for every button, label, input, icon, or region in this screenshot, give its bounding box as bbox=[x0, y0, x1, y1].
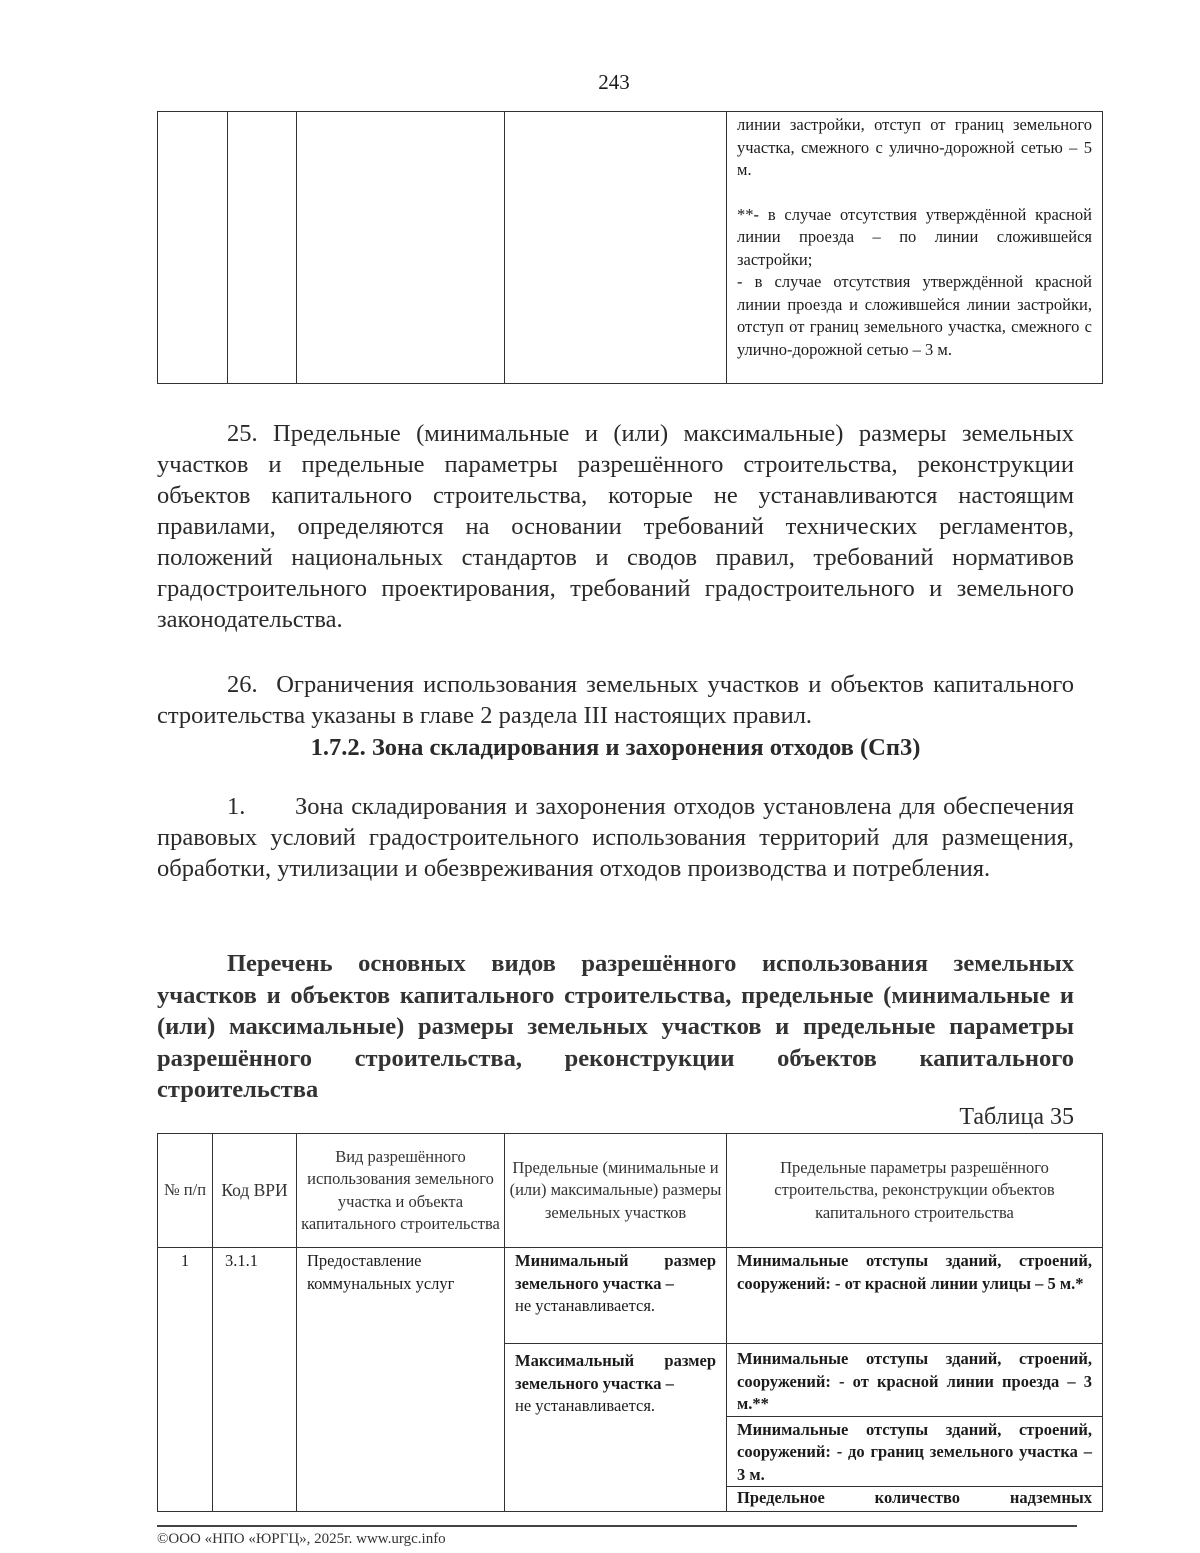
table-row bbox=[158, 1248, 1103, 1344]
param-1: Минимальные отступы зданий, строений, сооружений: - от красной линии улицы – 5 м.* bbox=[727, 1248, 1103, 1344]
table-header-row bbox=[158, 1134, 1103, 1248]
param-2: Минимальные отступы зданий, строений, сооружений: - от красной линии проезда – 3 м.** bbox=[727, 1344, 1103, 1417]
param-3: Минимальные отступы зданий, строений, сооружений: - до границ земельного участка – 3 м. bbox=[727, 1416, 1103, 1487]
table-cell-code bbox=[228, 112, 297, 384]
size-min-value: не устанавливается. bbox=[515, 1296, 656, 1315]
header-params: Предельные параметры разрешённого строительства, реконструкции объектов капитального строительства bbox=[727, 1134, 1103, 1248]
header-num: № п/п bbox=[158, 1134, 213, 1248]
header-size: Предельные (минимальные и (или) максимальные) размеры земельных участков bbox=[505, 1134, 727, 1248]
size-max-label: Максимальный размер земельного участка – bbox=[515, 1351, 716, 1393]
table-cell-size bbox=[505, 112, 727, 384]
header-code: Код ВРИ bbox=[213, 1134, 297, 1248]
table-caption: Таблица 35 bbox=[959, 1104, 1074, 1130]
section-heading: 1.7.2. Зона складирования и захоронения отходов (Сп3) bbox=[310, 734, 921, 761]
paragraph-text: Предельные (минимальные и (или) максимальные) размеры земельных участков и предельные параметры разрешённого строительства, реконструкции объектов капитального строительства, которые не устанавливаются настоящим правилами, определяются на основании требований технических регламентов, положений национальных стандартов и сводов правил, требований нормативов градостроительного проектирования, требований градостроительного и земельного законодательства. bbox=[157, 420, 1074, 633]
note-part-1: линии застройки, отступ от границ земельного участка, смежного с улично-дорожной сетью – 5 м. bbox=[737, 115, 1092, 179]
zone-table bbox=[157, 1133, 1103, 1512]
footer-divider bbox=[157, 1525, 1077, 1527]
note-part-2: **- в случае отсутствия утверждённой красной линии проезда – по линии сложившейся застройки; bbox=[737, 204, 1092, 269]
size-max-value: не устанавливается. bbox=[515, 1396, 656, 1415]
paragraph-1 bbox=[157, 791, 1074, 884]
paragraph-text: Ограничения использования земельных участков и объектов капитального строительства указаны в главе 2 раздела III настоящих правил. bbox=[157, 671, 1074, 729]
table-cell-num bbox=[158, 112, 228, 384]
table-cell-kind bbox=[297, 112, 505, 384]
row-num: 1 bbox=[158, 1248, 213, 1512]
row-code: 3.1.1 bbox=[213, 1248, 297, 1512]
header-kind: Вид разрешённого использования земельного участка и объекта капитального строительства bbox=[297, 1134, 505, 1248]
size-min-cell bbox=[505, 1248, 727, 1344]
list-title-text: Перечень основных видов разрешённого использования земельных участков и объектов капитального строительства, предельные (минимальные и (или) максимальные) размеры земельных участков и предельные параметры разрешённого строительства, реконструкции объектов капитального строительства bbox=[157, 950, 1074, 1103]
list-title bbox=[157, 948, 1074, 1106]
table-cell-params bbox=[727, 112, 1103, 384]
param-4: Предельное количество надземных bbox=[727, 1487, 1103, 1512]
size-max-cell bbox=[505, 1344, 727, 1512]
note-part-3: - в случае отсутствия утверждённой красной линии проезда и сложившейся линии застройки, отступ от границ земельного участка, смежного с улично-дорожной сетью – 3 м. bbox=[737, 272, 1092, 359]
paragraph-25 bbox=[157, 418, 1074, 635]
continued-table bbox=[157, 111, 1103, 384]
paragraph-number: 1. bbox=[227, 793, 246, 820]
paragraph-text: Зона складирования и захоронения отходов установлена для обеспечения правовых условий градостроительного использования территорий для размещения, обработки, утилизации и обезвреживания отходов производства и потребления. bbox=[157, 793, 1074, 882]
paragraph-26 bbox=[157, 669, 1074, 731]
paragraph-number: 26. bbox=[227, 671, 258, 698]
size-min-label: Минимальный размер земельного участка – bbox=[515, 1251, 716, 1293]
paragraph-number: 25. bbox=[227, 420, 258, 447]
footer-text: ©ООО «НПО «ЮРГЦ», 2025г. www.urgc.info bbox=[157, 1531, 446, 1547]
page-number: 243 bbox=[598, 70, 630, 94]
row-kind: Предоставление коммунальных услуг bbox=[297, 1248, 505, 1512]
